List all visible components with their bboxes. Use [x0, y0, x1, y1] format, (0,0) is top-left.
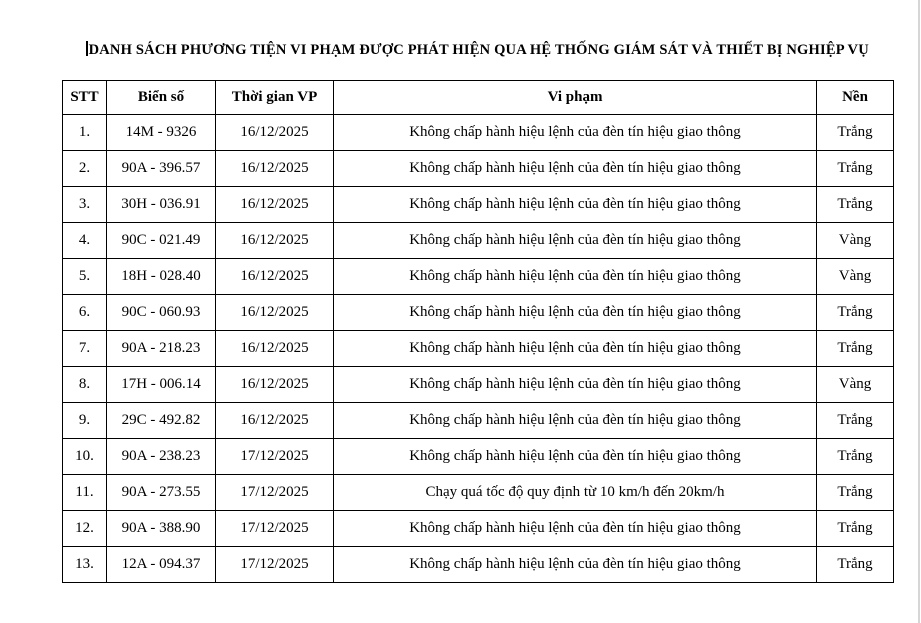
- cell-time: 16/12/2025: [216, 187, 334, 223]
- cell-time: 16/12/2025: [216, 403, 334, 439]
- cell-plate: 18H - 028.40: [107, 259, 216, 295]
- cell-background: Trắng: [817, 547, 894, 583]
- cell-stt: 8.: [63, 367, 107, 403]
- table-row: [63, 259, 894, 295]
- header-background: Nền: [817, 81, 894, 115]
- cell-background: Vàng: [817, 367, 894, 403]
- cell-plate: 90C - 021.49: [107, 223, 216, 259]
- cell-background: Trắng: [817, 151, 894, 187]
- violation-table-header: [63, 81, 894, 115]
- table-row: [63, 439, 894, 475]
- cell-time: 17/12/2025: [216, 475, 334, 511]
- header-row: [63, 81, 894, 115]
- cell-plate: 90A - 396.57: [107, 151, 216, 187]
- cell-violation: Không chấp hành hiệu lệnh của đèn tín hiệu giao thông: [334, 151, 817, 187]
- cell-plate: 30H - 036.91: [107, 187, 216, 223]
- cell-stt: 10.: [63, 439, 107, 475]
- cell-violation: Không chấp hành hiệu lệnh của đèn tín hiệu giao thông: [334, 223, 817, 259]
- cell-time: 17/12/2025: [216, 547, 334, 583]
- table-row: [63, 331, 894, 367]
- cell-time: 16/12/2025: [216, 367, 334, 403]
- table-row: [63, 547, 894, 583]
- cell-violation: Không chấp hành hiệu lệnh của đèn tín hiệu giao thông: [334, 331, 817, 367]
- cell-plate: 12A - 094.37: [107, 547, 216, 583]
- cell-stt: 3.: [63, 187, 107, 223]
- table-row: [63, 295, 894, 331]
- text-cursor: [86, 41, 88, 56]
- document-title-text: DANH SÁCH PHƯƠNG TIỆN VI PHẠM ĐƯỢC PHÁT HIỆN QUA HỆ THỐNG GIÁM SÁT VÀ THIẾT BỊ NGHIỆP VỤ: [88, 42, 869, 58]
- cell-plate: 17H - 006.14: [107, 367, 216, 403]
- cell-stt: 7.: [63, 331, 107, 367]
- cell-stt: 11.: [63, 475, 107, 511]
- table-row: [63, 367, 894, 403]
- cell-background: Trắng: [817, 439, 894, 475]
- cell-background: Vàng: [817, 259, 894, 295]
- table-row: [63, 223, 894, 259]
- cell-plate: 90A - 388.90: [107, 511, 216, 547]
- cell-stt: 2.: [63, 151, 107, 187]
- cell-background: Vàng: [817, 223, 894, 259]
- cell-plate: 90A - 238.23: [107, 439, 216, 475]
- table-row: [63, 403, 894, 439]
- cell-stt: 13.: [63, 547, 107, 583]
- cell-background: Trắng: [817, 403, 894, 439]
- cell-violation: Không chấp hành hiệu lệnh của đèn tín hiệu giao thông: [334, 403, 817, 439]
- cell-violation: Không chấp hành hiệu lệnh của đèn tín hiệu giao thông: [334, 547, 817, 583]
- cell-time: 16/12/2025: [216, 151, 334, 187]
- cell-stt: 5.: [63, 259, 107, 295]
- document-title: [62, 41, 893, 59]
- cell-background: Trắng: [817, 295, 894, 331]
- cell-background: Trắng: [817, 511, 894, 547]
- table-row: [63, 115, 894, 151]
- cell-stt: 9.: [63, 403, 107, 439]
- header-stt: STT: [63, 81, 107, 115]
- cell-time: 16/12/2025: [216, 259, 334, 295]
- table-row: [63, 511, 894, 547]
- cell-violation: Không chấp hành hiệu lệnh của đèn tín hiệu giao thông: [334, 439, 817, 475]
- cell-time: 17/12/2025: [216, 439, 334, 475]
- cell-plate: 90A - 218.23: [107, 331, 216, 367]
- cell-plate: 14M - 9326: [107, 115, 216, 151]
- cell-violation: Không chấp hành hiệu lệnh của đèn tín hiệu giao thông: [334, 259, 817, 295]
- cell-background: Trắng: [817, 187, 894, 223]
- header-plate: Biển số: [107, 81, 216, 115]
- cell-time: 16/12/2025: [216, 331, 334, 367]
- header-time: Thời gian VP: [216, 81, 334, 115]
- cell-background: Trắng: [817, 475, 894, 511]
- cell-stt: 12.: [63, 511, 107, 547]
- table-row: [63, 475, 894, 511]
- header-violation: Vi phạm: [334, 81, 817, 115]
- cell-time: 16/12/2025: [216, 223, 334, 259]
- cell-stt: 4.: [63, 223, 107, 259]
- cell-plate: 90A - 273.55: [107, 475, 216, 511]
- cell-violation: Không chấp hành hiệu lệnh của đèn tín hiệu giao thông: [334, 187, 817, 223]
- cell-plate: 29C - 492.82: [107, 403, 216, 439]
- cell-background: Trắng: [817, 331, 894, 367]
- violation-table-body: [63, 115, 894, 583]
- cell-violation: Không chấp hành hiệu lệnh của đèn tín hiệu giao thông: [334, 295, 817, 331]
- cell-time: 16/12/2025: [216, 295, 334, 331]
- cell-violation: Không chấp hành hiệu lệnh của đèn tín hiệu giao thông: [334, 115, 817, 151]
- page-right-edge-line: [918, 0, 920, 623]
- cell-stt: 1.: [63, 115, 107, 151]
- table-row: [63, 151, 894, 187]
- cell-violation: Chạy quá tốc độ quy định từ 10 km/h đến 20km/h: [334, 475, 817, 511]
- cell-stt: 6.: [63, 295, 107, 331]
- cell-violation: Không chấp hành hiệu lệnh của đèn tín hiệu giao thông: [334, 511, 817, 547]
- table-row: [63, 187, 894, 223]
- cell-time: 17/12/2025: [216, 511, 334, 547]
- cell-time: 16/12/2025: [216, 115, 334, 151]
- violation-table: [62, 80, 894, 583]
- cell-background: Trắng: [817, 115, 894, 151]
- cell-plate: 90C - 060.93: [107, 295, 216, 331]
- cell-violation: Không chấp hành hiệu lệnh của đèn tín hiệu giao thông: [334, 367, 817, 403]
